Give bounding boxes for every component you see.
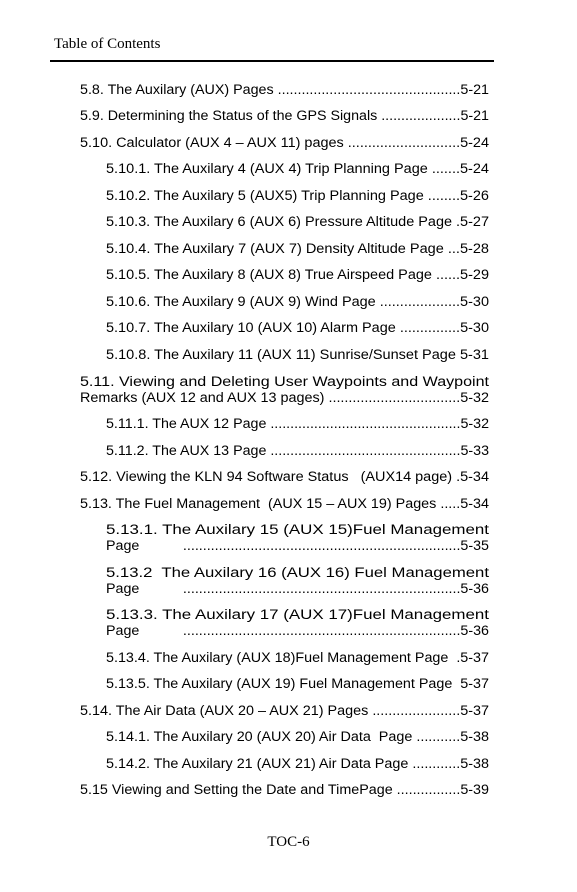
toc-entry-line[interactable]: Page ......................................................................5-36 — [106, 581, 489, 596]
toc-entry-line[interactable]: 5.12. Viewing the KLN 94 Software Status (AUX14 page) .5-34 — [80, 469, 489, 484]
toc-entry-line[interactable]: 5.10.6. The Auxilary 9 (AUX 9) Wind Page ....................5-30 — [106, 294, 489, 309]
toc-entry-line[interactable]: 5.10.2. The Auxilary 5 (AUX5) Trip Planning Page ........5-26 — [106, 188, 489, 203]
toc-entry-line[interactable]: 5.13. The Fuel Management (AUX 15 – AUX 19) Pages .....5-34 — [80, 496, 489, 511]
toc-entry-line[interactable]: 5.14. The Air Data (AUX 20 – AUX 21) Pages ......................5-37 — [80, 703, 489, 718]
toc-entry-line[interactable]: 5.10.4. The Auxilary 7 (AUX 7) Density Altitude Page ...5-28 — [106, 241, 489, 256]
toc-entry-line[interactable]: Remarks (AUX 12 and AUX 13 pages) .................................5-32 — [80, 390, 489, 405]
toc-entry-line[interactable]: 5.10.1. The Auxilary 4 (AUX 4) Trip Planning Page .......5-24 — [106, 161, 489, 176]
toc-entry-line[interactable]: 5.8. The Auxilary (AUX) Pages ..............................................5-21 — [80, 82, 489, 97]
toc-entry-line[interactable]: 5.10.5. The Auxilary 8 (AUX 8) True Airspeed Page ......5-29 — [106, 267, 489, 282]
toc-entry-line[interactable]: 5.13.2 The Auxilary 16 (AUX 16) Fuel Management — [106, 565, 489, 580]
page-header-title: Table of Contents — [54, 36, 161, 52]
toc-entry-line[interactable]: 5.13.4. The Auxilary (AUX 18)Fuel Management Page .5-37 — [106, 650, 489, 665]
toc-entry-line[interactable]: 5.13.5. The Auxilary (AUX 19) Fuel Management Page 5-37 — [106, 676, 489, 691]
toc-entry-line[interactable]: 5.15 Viewing and Setting the Date and TimePage ................5-39 — [80, 782, 489, 797]
toc-entry-line[interactable]: 5.10.3. The Auxilary 6 (AUX 6) Pressure Altitude Page .5-27 — [106, 214, 489, 229]
header-rule — [50, 60, 494, 62]
toc-entry-line[interactable]: 5.10.8. The Auxilary 11 (AUX 11) Sunrise/Sunset Page 5-31 — [106, 347, 489, 362]
toc-entry-line[interactable]: 5.10. Calculator (AUX 4 – AUX 11) pages ............................5-24 — [80, 135, 489, 150]
page-number: TOC-6 — [267, 834, 310, 850]
toc-entry-line[interactable]: 5.11. Viewing and Deleting User Waypoints and Waypoint — [80, 374, 490, 389]
toc-entry-line[interactable]: 5.13.3. The Auxilary 17 (AUX 17)Fuel Management — [106, 607, 489, 622]
toc-entry-line[interactable]: 5.11.2. The AUX 13 Page ................................................5-33 — [106, 443, 489, 458]
toc-entry-line[interactable]: 5.14.1. The Auxilary 20 (AUX 20) Air Data Page ...........5-38 — [106, 729, 489, 744]
toc-entry-line[interactable]: 5.9. Determining the Status of the GPS Signals ....................5-21 — [80, 108, 489, 123]
toc-entry-line[interactable]: 5.14.2. The Auxilary 21 (AUX 21) Air Data Page ............5-38 — [106, 756, 489, 771]
toc-entry-line[interactable]: 5.11.1. The AUX 12 Page ................................................5-32 — [106, 416, 489, 431]
toc-entry-line[interactable]: Page ......................................................................5-35 — [106, 538, 489, 553]
toc-entry-line[interactable]: 5.13.1. The Auxilary 15 (AUX 15)Fuel Management — [106, 522, 489, 537]
toc-entry-line[interactable]: Page ......................................................................5-36 — [106, 623, 489, 638]
toc-entry-line[interactable]: 5.10.7. The Auxilary 10 (AUX 10) Alarm Page ...............5-30 — [106, 320, 489, 335]
